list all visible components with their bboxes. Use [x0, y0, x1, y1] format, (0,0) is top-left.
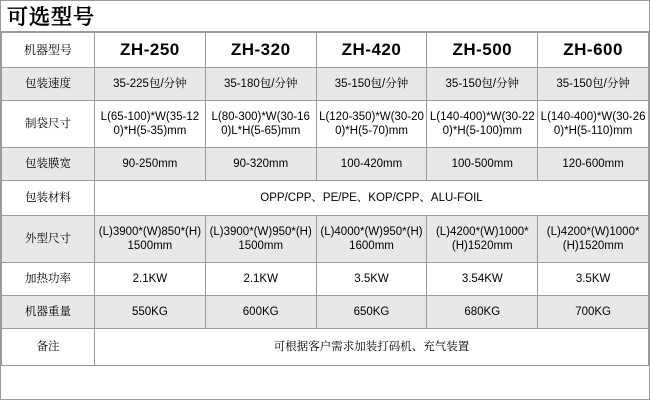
heating-power-cell-2: 2.1KW	[205, 263, 316, 296]
row-label-note: 备注	[2, 329, 95, 366]
page-title: 可选型号	[7, 6, 95, 29]
bag-size-cell-1: L(65-100)*W(35-120)*H(5-35)mm	[95, 101, 206, 148]
table-row-dimensions	[2, 216, 649, 263]
heating-power-cell-1: 2.1KW	[95, 263, 206, 296]
dimensions-cell-4: (L)4200*(W)1000*(H)1520mm	[427, 216, 538, 263]
speed-cell-2: 35-180包/分钟	[205, 68, 316, 101]
table-row-material	[2, 181, 649, 216]
dimensions-cell-1: (L)3900*(W)850*(H)1500mm	[95, 216, 206, 263]
film-width-cell-4: 100-500mm	[427, 148, 538, 181]
model-cell-3: ZH-420	[316, 33, 427, 68]
row-label-speed: 包装速度	[2, 68, 95, 101]
table-row-heating-power	[2, 263, 649, 296]
bag-size-cell-4: L(140-400)*W(30-220)*H(5-100)mm	[427, 101, 538, 148]
weight-cell-4: 680KG	[427, 296, 538, 329]
heating-power-cell-4: 3.54KW	[427, 263, 538, 296]
bag-size-cell-5: L(140-400)*W(30-260)*H(5-110)mm	[538, 101, 649, 148]
table-row-bag-size	[2, 101, 649, 148]
model-cell-4: ZH-500	[427, 33, 538, 68]
weight-cell-5: 700KG	[538, 296, 649, 329]
table-row-film-width	[2, 148, 649, 181]
bag-size-cell-2: L(80-300)*W(30-160)L*H(5-65)mm	[205, 101, 316, 148]
model-cell-1: ZH-250	[95, 33, 206, 68]
table-row-note	[2, 329, 649, 366]
weight-cell-2: 600KG	[205, 296, 316, 329]
film-width-cell-1: 90-250mm	[95, 148, 206, 181]
dimensions-cell-3: (L)4000*(W)950*(H)1600mm	[316, 216, 427, 263]
page-title-bar	[1, 1, 649, 32]
speed-cell-3: 35-150包/分钟	[316, 68, 427, 101]
model-cell-5: ZH-600	[538, 33, 649, 68]
table-row-model	[2, 33, 649, 68]
film-width-cell-3: 100-420mm	[316, 148, 427, 181]
film-width-cell-2: 90-320mm	[205, 148, 316, 181]
row-label-model: 机器型号	[2, 33, 95, 68]
film-width-cell-5: 120-600mm	[538, 148, 649, 181]
weight-cell-1: 550KG	[95, 296, 206, 329]
material-cell: OPP/CPP、PE/PE、KOP/CPP、ALU-FOIL	[95, 181, 649, 216]
row-label-dimensions: 外型尺寸	[2, 216, 95, 263]
row-label-material: 包装材料	[2, 181, 95, 216]
note-cell: 可根据客户需求加装打码机、充气装置	[95, 329, 649, 366]
row-label-heating-power: 加热功率	[2, 263, 95, 296]
row-label-weight: 机器重量	[2, 296, 95, 329]
speed-cell-4: 35-150包/分钟	[427, 68, 538, 101]
dimensions-cell-5: (L)4200*(W)1000*(H)1520mm	[538, 216, 649, 263]
row-label-bag-size: 制袋尺寸	[2, 101, 95, 148]
weight-cell-3: 650KG	[316, 296, 427, 329]
row-label-film-width: 包装膜宽	[2, 148, 95, 181]
speed-cell-5: 35-150包/分钟	[538, 68, 649, 101]
bag-size-cell-3: L(120-350)*W(30-200)*H(5-70)mm	[316, 101, 427, 148]
heating-power-cell-5: 3.5KW	[538, 263, 649, 296]
dimensions-cell-2: (L)3900*(W)950*(H)1500mm	[205, 216, 316, 263]
speed-cell-1: 35-225包/分钟	[95, 68, 206, 101]
table-row-weight	[2, 296, 649, 329]
heating-power-cell-3: 3.5KW	[316, 263, 427, 296]
specification-table	[1, 32, 649, 366]
table-row-speed	[2, 68, 649, 101]
model-cell-2: ZH-320	[205, 33, 316, 68]
